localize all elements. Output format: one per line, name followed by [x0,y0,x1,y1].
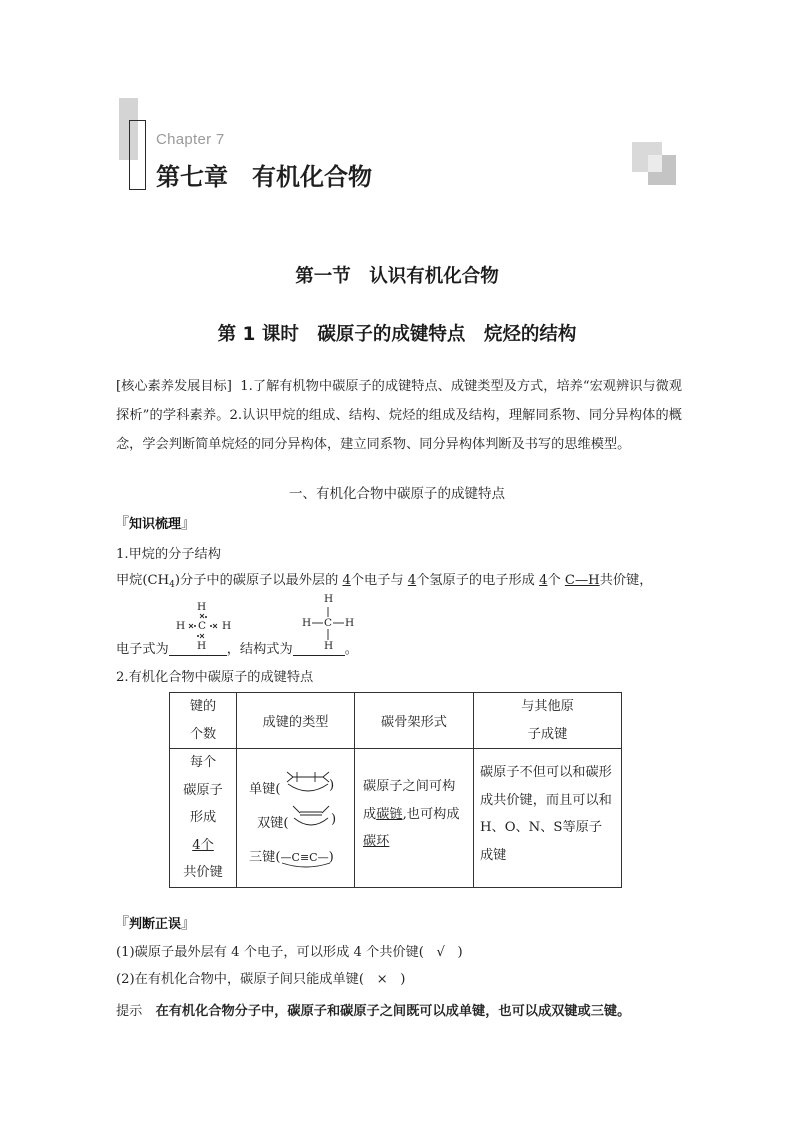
hint-label: 提示 [116,1004,143,1019]
header-skeleton: 碳骨架形式 [355,693,474,749]
answer-carbon-chain: 碳链 [376,806,403,822]
part1-heading: 一、有机化合物中碳原子的成键特点 [289,486,505,502]
double-bond-label: 双键( [257,815,289,831]
chapter-deco-frame-bar [129,120,146,190]
core-goals-tag: [核心素养发展目标] [116,379,232,394]
answer-4-bonds: 4 [539,573,548,588]
cell-skeleton: 碳原子之间可构成碳链,也可构成碳环 [355,749,474,888]
answer-4-hydrogen: 4 [407,573,417,588]
chapter-label: Chapter 7 [156,131,225,148]
cross-mark: × [376,972,388,987]
bonding-heading: 2.有机化合物中碳原子的成键特点 [116,670,314,685]
lesson-title: 第 1 课时 碳原子的成键特点 烷烃的结构 [217,324,577,345]
single-bond-glyph [285,768,331,800]
section-title: 第一节 认识有机化合物 [295,266,499,287]
judgement-item: (2)在有机化合物中，碳原子间只能成单键( × ) [116,972,406,987]
methane-sentence: 甲烷$(CH_4)$分子中的碳原子以最外层的 4个电子与 4个氢原子的电子形成 4个 C—H共价键， [116,573,653,590]
answer-ch-bond: C—H [564,573,600,588]
header-other-atoms: 与其他原子成键 [474,693,622,749]
check-mark: √ [436,945,445,960]
electron-formula-blank [169,641,227,656]
judge-tag: 『判断正误』 [114,914,197,932]
formula-answer-line: 电子式为 ，结构式为 。 [116,642,358,657]
answer-4-electrons: 4 [342,573,351,588]
core-goals-text: 1.了解有机物中碳原子的成键特点、成键类型及方式，培养“宏观辨识与微观探析”的学科素养。2.认识甲烷的组成、结构、烷烃的组成及结构，理解同系物、同分异构体的概念，学会判断简单烷烃的同分异构体，建立同系物、同分异构体判断及书写的思维模型。 [116,379,682,452]
table-row [170,749,622,888]
cell-bond-count: 每个 碳原子 形成 4个 共价键 [170,749,237,888]
bonding-table [169,692,622,888]
cell-bond-types: 单键( ) 双键( ) 三键(—C≡C—) [237,749,355,888]
structural-formula-blank [293,641,345,656]
single-bond-label: 单键( [249,781,281,797]
double-bond-glyph [291,802,331,834]
cell-other-atoms: 碳原子不但可以和碳形成共价键，而且可以和H、O、N、S等原子成键 [474,749,622,888]
header-bond-count: 键的个数 [170,693,237,749]
methane-heading: 1.甲烷的分子结构 [116,547,221,562]
answer-carbon-ring: 碳环 [363,834,390,849]
hint-line [116,1000,630,1019]
table-header-row [170,693,622,749]
chapter-title: 第七章 有机化合物 [156,163,372,191]
knowledge-tag: 『知识梳理』 [114,514,197,532]
triple-bond-label: 三键(—C≡C—) [249,849,334,865]
judgement-item: (1)碳原子最外层有 4 个电子，可以形成 4 个共价键( √ ) [116,945,463,960]
header-bond-type: 成键的类型 [237,693,355,749]
hint-text: 在有机化合物分子中，碳原子和碳原子之间既可以成单键，也可以成双键或三键。 [155,1004,631,1019]
core-goals-paragraph [116,372,682,459]
